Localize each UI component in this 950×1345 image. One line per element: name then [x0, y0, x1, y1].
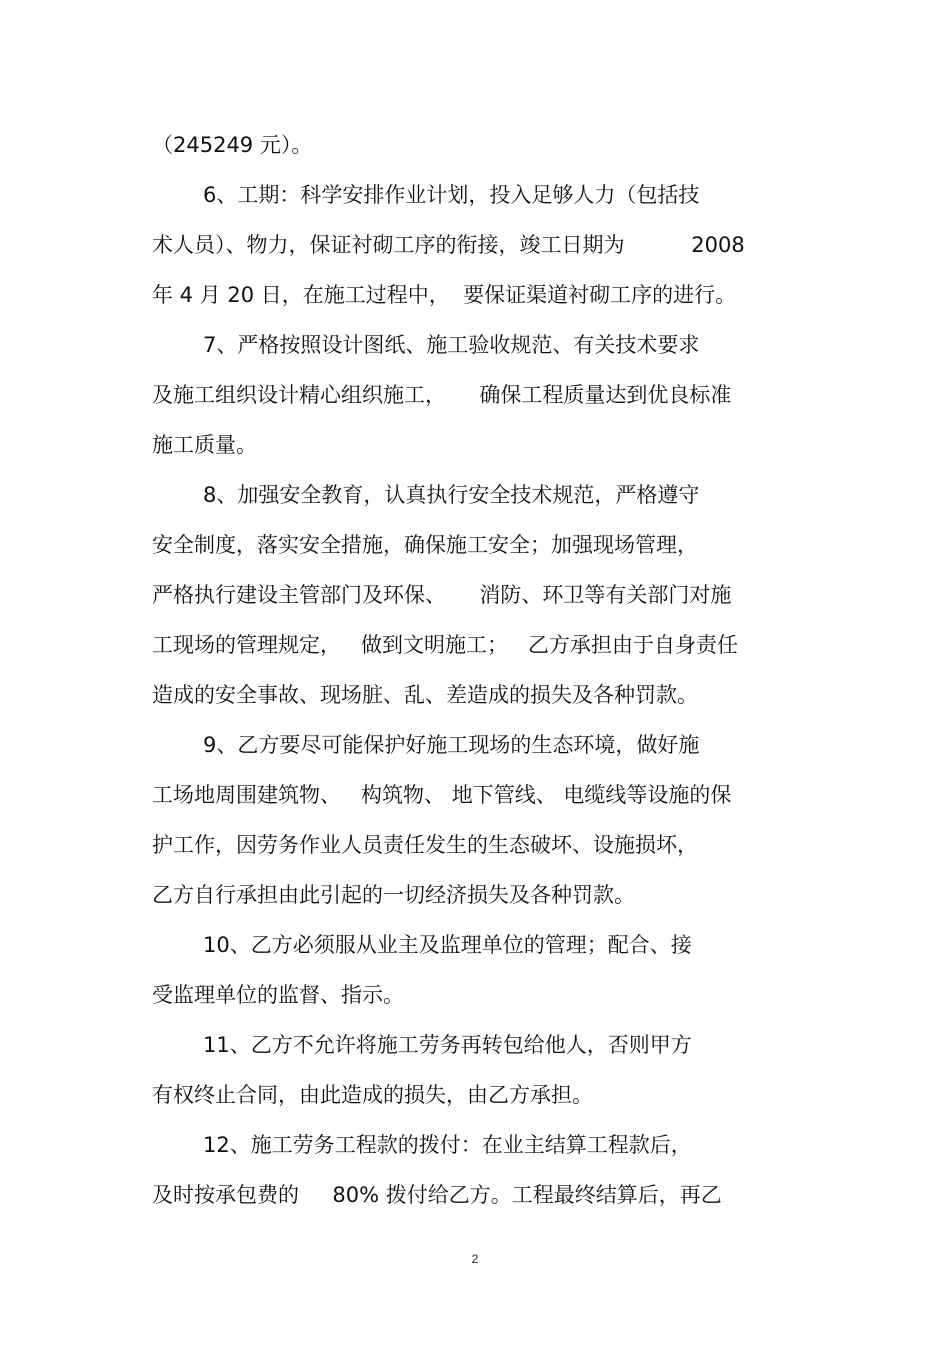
clause-9-line-3: 护工作，因劳务作业人员责任发生的生态破坏、设施损坏，	[152, 833, 698, 857]
clause-8-line-3: 严格执行建设主管部门及环保、 消防、环卫等有关部门对施	[152, 583, 732, 607]
clause-7-line-3: 施工质量。	[152, 433, 257, 457]
clause-11-line-2: 有权终止合同，由此造成的损失，由乙方承担。	[152, 1083, 593, 1107]
clause-8-line-1: 8、加强安全教育，认真执行安全技术规范，严格遵守	[203, 483, 700, 507]
page-number: 2	[471, 1252, 479, 1266]
text-line-1: （245249 元）。	[152, 133, 313, 157]
clause-11-line-1: 11、乙方不允许将施工劳务再转包给他人，否则甲方	[203, 1033, 692, 1057]
clause-9-line-1: 9、乙方要尽可能保护好施工现场的生态环境，做好施	[203, 733, 700, 757]
clause-6-line-2: 术人员）、物力，保证衬砌工序的衔接，竣工日期为 2008	[152, 233, 745, 257]
clause-8-line-2: 安全制度，落实安全措施，确保施工安全；加强现场管理，	[152, 533, 698, 557]
clause-10-line-2: 受监理单位的监督、指示。	[152, 983, 404, 1007]
clause-8-line-5: 造成的安全事故、现场脏、乱、差造成的损失及各种罚款。	[152, 683, 698, 707]
clause-12-line-2: 及时按承包费的 80% 拨付给乙方。工程最终结算后，再乙	[152, 1183, 722, 1207]
clause-6-line-1: 6、工期：科学安排作业计划，投入足够人力（包括技	[203, 183, 700, 207]
clause-10-line-1: 10、乙方必须服从业主及监理单位的管理；配合、接	[203, 933, 692, 957]
clause-8-line-4: 工现场的管理规定， 做到文明施工； 乙方承担由于自身责任	[152, 633, 739, 657]
clause-6-line-3: 年 4 月 20 日，在施工过程中， 要保证渠道衬砌工序的进行。	[152, 283, 737, 307]
clause-7-line-1: 7、严格按照设计图纸、施工验收规范、有关技术要求	[203, 333, 700, 357]
clause-9-line-4: 乙方自行承担由此引起的一切经济损失及各种罚款。	[152, 883, 635, 907]
clause-9-line-2: 工场地周围建筑物、 构筑物、 地下管线、 电缆线等设施的保	[152, 783, 732, 807]
clause-12-line-1: 12、施工劳务工程款的拨付：在业主结算工程款后，	[203, 1133, 692, 1157]
clause-7-line-2: 及施工组织设计精心组织施工， 确保工程质量达到优良标准	[152, 383, 732, 407]
